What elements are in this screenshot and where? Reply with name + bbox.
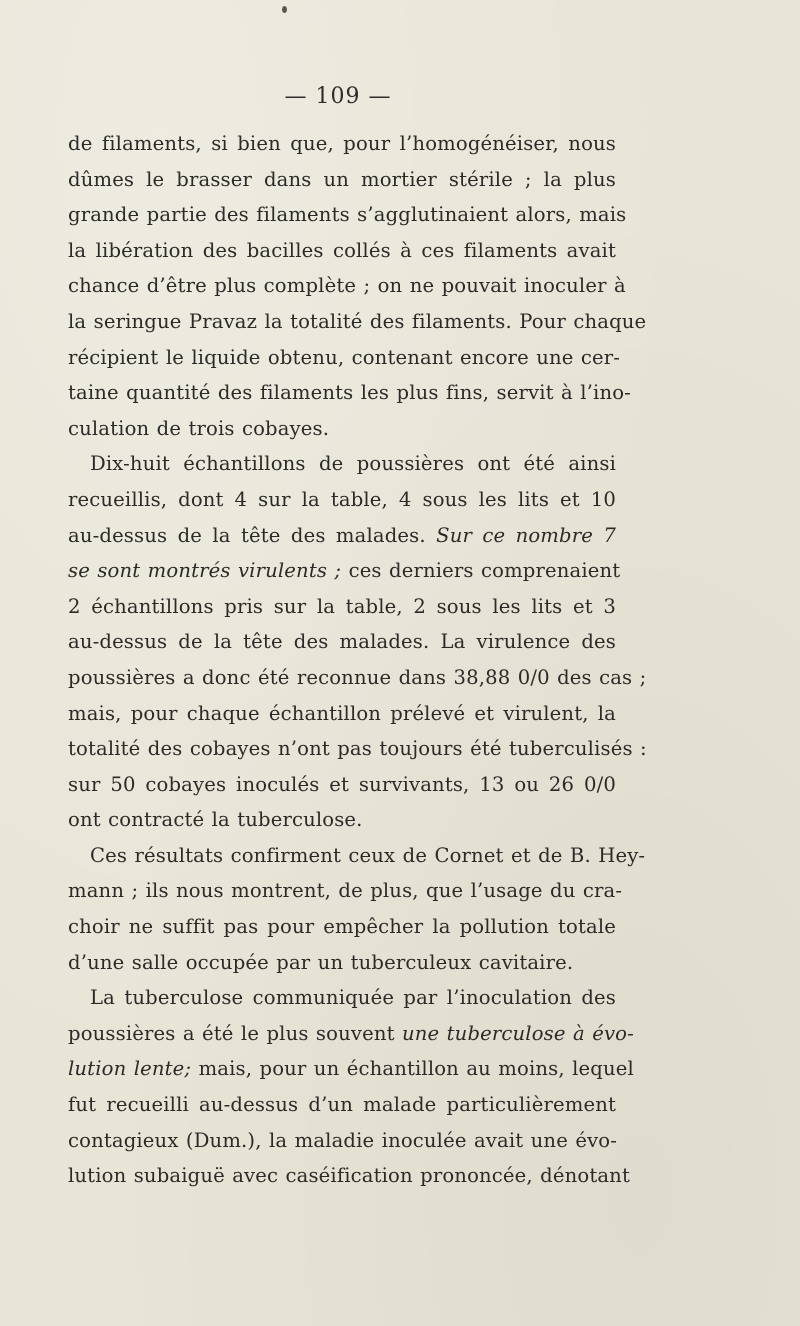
text-run: Ces résultats confirment ceux de Cornet et de B. Hey- [90, 843, 646, 867]
text-line [68, 731, 647, 767]
text-run: choir ne suffit pas pour empêcher la pollution totale [68, 915, 616, 939]
text-line [68, 304, 647, 340]
page-number: — 109 — [284, 84, 392, 109]
body-text [68, 126, 647, 1194]
paragraph [68, 838, 646, 980]
text-line [68, 696, 616, 732]
text-line [68, 553, 621, 589]
text-run: chance d’être plus complète ; on ne pouvait inoculer à [68, 274, 626, 298]
text-line [68, 1016, 634, 1052]
text-line [68, 873, 623, 909]
text-run: d’une salle occupée par un tuberculeux cavitaire. [68, 950, 574, 974]
text-line [68, 411, 616, 447]
text-line [68, 233, 616, 269]
text-run: Dix-huit échantillons de poussières ont été ainsi [90, 452, 616, 476]
page-speck [282, 6, 287, 13]
text-run: taine quantité des filaments les plus fins, servit à l’ino- [68, 381, 631, 405]
text-line [68, 980, 616, 1016]
text-line [68, 197, 627, 233]
text-line [68, 1051, 634, 1087]
text-run: dûmes le brasser dans un mortier stérile ; la plus [68, 167, 616, 191]
text-line [68, 589, 616, 625]
text-run: poussières a été le plus souvent [68, 1021, 402, 1045]
text-run: poussières a donc été reconnue dans 38,88 0/0 des cas ; [68, 665, 647, 689]
text-run: fut recueilli au-dessus d’un malade particulièrement [68, 1093, 616, 1117]
text-line [68, 126, 616, 162]
text-line [68, 1123, 616, 1159]
text-line [68, 1158, 630, 1194]
text-run: ces derniers comprenaient [341, 559, 621, 583]
text-line [68, 1087, 616, 1123]
text-run: la libération des bacilles collés à ces filaments avait [68, 238, 616, 262]
text-run: au-dessus de la tête des malades. La virulence des [68, 630, 616, 654]
text-run: totalité des cobayes n’ont pas toujours été tuberculisés : [68, 737, 647, 761]
text-line [68, 375, 631, 411]
text-line [68, 767, 616, 803]
italic-run: une tuberculose à évo- [402, 1021, 634, 1045]
text-run: La tuberculose communiquée par l’inoculation des [90, 986, 616, 1010]
text-line [68, 482, 616, 518]
text-run: sur 50 cobayes inoculés et survivants, 13 ou 26 0/0 [68, 772, 616, 796]
paragraph [68, 980, 634, 1194]
italic-run: se sont montrés virulents ; [68, 559, 342, 583]
text-run: mann ; ils nous montrent, de plus, que l’usage du cra- [68, 879, 623, 903]
text-run: de filaments, si bien que, pour l’homogénéiser, nous [68, 132, 616, 155]
text-line [68, 838, 646, 874]
text-run: lution subaiguë avec caséification prononcée, dénotant [68, 1164, 630, 1188]
text-run: grande partie des filaments s’agglutinaient alors, mais [68, 203, 627, 227]
text-run: mais, pour chaque échantillon prélevé et virulent, la [68, 701, 616, 725]
italic-run: Sur ce nombre 7 [436, 523, 616, 547]
text-run: ont contracté la tuberculose. [68, 808, 363, 832]
text-run: au-dessus de la tête des malades. [68, 523, 437, 547]
text-line [68, 340, 621, 376]
text-line [68, 518, 616, 554]
text-line [68, 945, 616, 981]
text-run: la seringue Pravaz la totalité des filaments. Pour chaque [68, 309, 647, 333]
text-line [68, 624, 616, 660]
text-run: culation de trois cobayes. [68, 416, 330, 440]
text-run: récipient le liquide obtenu, contenant encore une cer- [68, 345, 621, 369]
text-run: contagieux (Dum.), la maladie inoculée avait une évo- [68, 1128, 618, 1152]
text-run: 2 échantillons pris sur la table, 2 sous les lits et 3 [68, 594, 616, 618]
text-line [68, 268, 626, 304]
text-run: recueillis, dont 4 sur la table, 4 sous les lits et 10 [68, 487, 616, 511]
text-line [68, 909, 616, 945]
text-line [68, 446, 616, 482]
paragraph [68, 126, 647, 446]
text-line [68, 802, 616, 838]
text-line [68, 660, 647, 696]
text-run: mais, pour un échantillon au moins, lequel [191, 1057, 634, 1081]
italic-run: lution lente; [68, 1057, 192, 1081]
text-line [68, 162, 616, 198]
paragraph [68, 446, 647, 838]
